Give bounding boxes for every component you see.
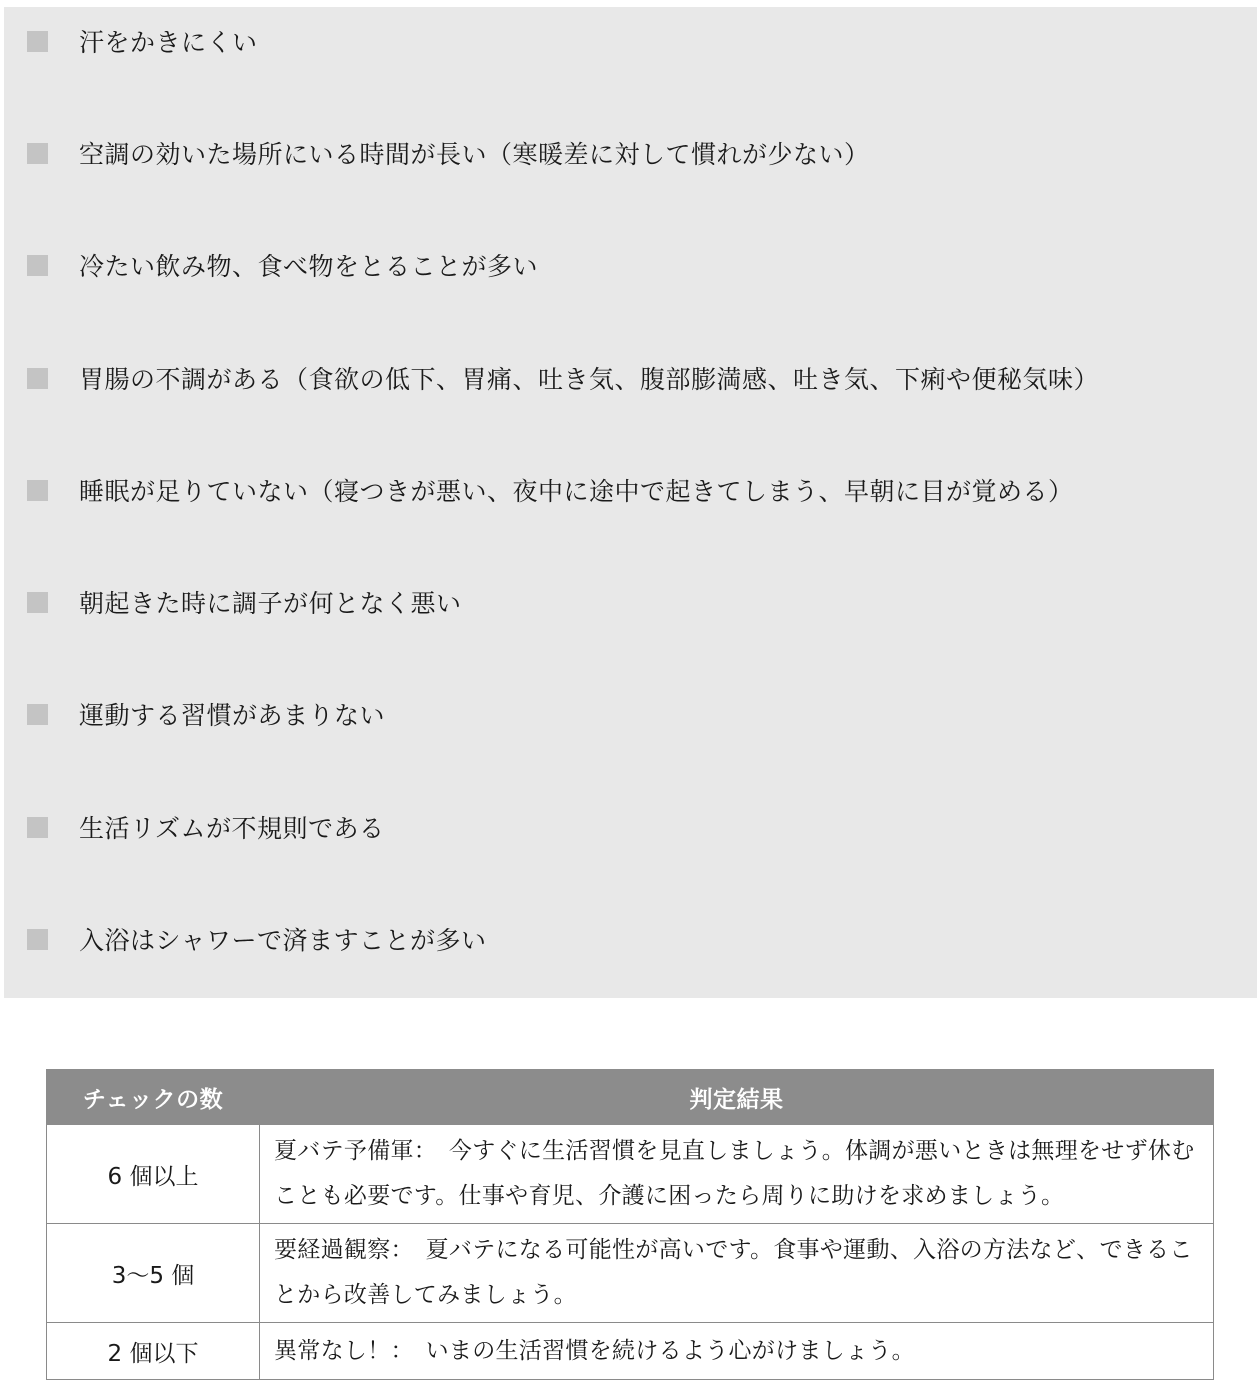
check-item[interactable] [4, 684, 1257, 744]
checkbox-icon[interactable] [27, 929, 48, 950]
header-result: 判定結果 [260, 1070, 1214, 1125]
check-item-label: 胃腸の不調がある（食欲の低下、胃痛、吐き気、腹部膨満感、吐き気、下痢や便秘気味） [79, 365, 1100, 394]
check-item[interactable] [4, 572, 1257, 632]
checkbox-icon[interactable] [27, 368, 48, 389]
check-item[interactable] [4, 909, 1257, 969]
check-item-label: 睡眠が足りていない（寝つきが悪い、夜中に途中で起きてしまう、早朝に目が覚める） [79, 477, 1074, 506]
check-item[interactable] [4, 123, 1257, 183]
check-item-label: 入浴はシャワーで済ますことが多い [79, 926, 487, 955]
checkbox-icon[interactable] [27, 480, 48, 501]
checkbox-icon[interactable] [27, 592, 48, 613]
checkbox-icon[interactable] [27, 704, 48, 725]
row-count: 2 個以下 [47, 1323, 260, 1380]
check-item-label: 朝起きた時に調子が何となく悪い [79, 589, 462, 618]
row-count: 3～5 個 [47, 1224, 260, 1323]
check-item-label: 運動する習慣があまりない [79, 701, 386, 730]
check-item-label: 汗をかきにくい [79, 28, 258, 57]
row-result: 夏バテ予備軍： 今すぐに生活習慣を見直しましょう。体調が悪いときは無理をせず休むことも必要です。仕事や育児、介護に困ったら周りに助けを求めましょう。 [260, 1125, 1214, 1224]
table-header-row [47, 1070, 1214, 1125]
check-item[interactable] [4, 797, 1257, 857]
check-item-label: 冷たい飲み物、食べ物をとることが多い [79, 252, 539, 281]
check-item-label: 生活リズムが不規則である [79, 814, 385, 843]
checklist-panel [4, 7, 1257, 998]
checkbox-icon[interactable] [27, 143, 48, 164]
check-item[interactable] [4, 348, 1257, 408]
row-result: 異常なし！： いまの生活習慣を続けるよう心がけましょう。 [260, 1323, 1214, 1380]
check-item[interactable] [4, 11, 1257, 71]
checkbox-icon[interactable] [27, 255, 48, 276]
result-table [46, 1069, 1214, 1380]
checkbox-icon[interactable] [27, 817, 48, 838]
row-result: 要経過観察： 夏バテになる可能性が高いです。食事や運動、入浴の方法など、できることから改善してみましょう。 [260, 1224, 1214, 1323]
checkbox-icon[interactable] [27, 31, 48, 52]
table-row [47, 1224, 1214, 1323]
check-item-label: 空調の効いた場所にいる時間が長い（寒暖差に対して慣れが少ない） [79, 140, 870, 169]
check-item[interactable] [4, 235, 1257, 295]
row-count: 6 個以上 [47, 1125, 260, 1224]
table-row [47, 1323, 1214, 1380]
header-check-count: チェックの数 [47, 1070, 260, 1125]
table-row [47, 1125, 1214, 1224]
check-item[interactable] [4, 460, 1257, 520]
